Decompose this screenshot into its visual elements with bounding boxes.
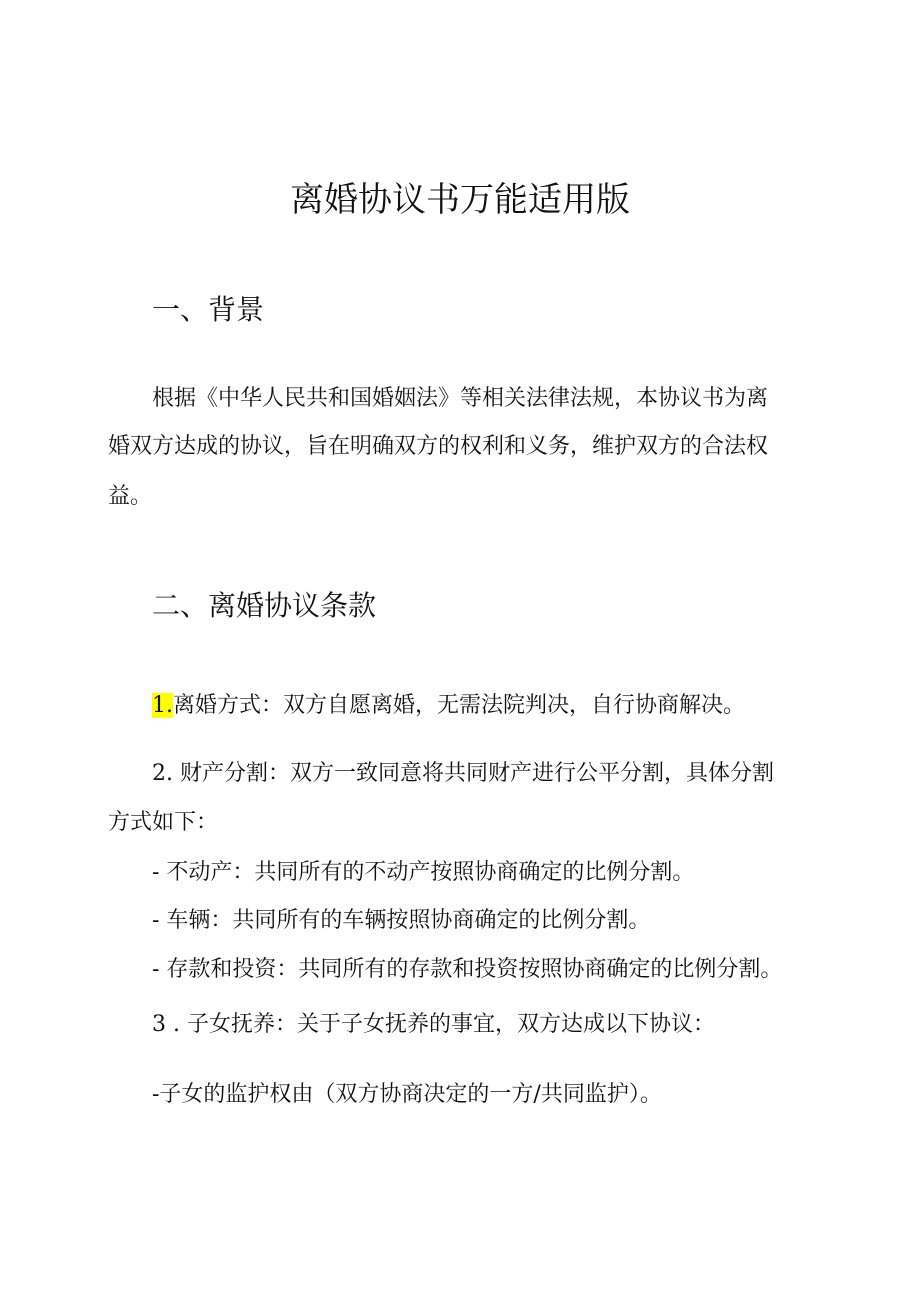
document-title: 离婚协议书万能适用版 <box>290 180 630 220</box>
clause-property-division-continued: 方式如下： <box>108 810 219 835</box>
clause-text: 离婚方式：双方自愿离婚，无需法院判决，自行协商解决。 <box>173 693 746 718</box>
clause-divorce-method <box>152 686 745 726</box>
clause-child-support: 3 . 子女抚养：关于子女抚养的事宜，双方达成以下协议： <box>152 1012 715 1037</box>
section-heading-background: 一、背景 <box>152 293 265 326</box>
bullet-vehicles: - 车辆：共同所有的车辆按照协商确定的比例分割。 <box>152 908 651 933</box>
bullet-real-estate: - 不动产：共同所有的不动产按照协商确定的比例分割。 <box>152 860 695 885</box>
paragraph-line: 婚双方达成的协议，旨在明确双方的权利和义务，维护双方的合法权 <box>108 434 769 459</box>
bullet-savings-investments: - 存款和投资：共同所有的存款和投资按照协商确定的比例分割。 <box>152 957 783 982</box>
paragraph-line: 根据《中华人民共和国婚姻法》等相关法律法规，本协议书为离 <box>152 386 769 411</box>
section-heading-terms: 二、离婚协议条款 <box>152 589 377 622</box>
clause-property-division: 2. 财产分割：双方一致同意将共同财产进行公平分割，具体分割 <box>152 761 774 786</box>
paragraph-line: 益。 <box>108 484 153 509</box>
clause-child-custody: -子女的监护权由（双方协商决定的一方/共同监护）。 <box>152 1082 662 1107</box>
highlighted-clause-number: 1. <box>152 693 173 718</box>
